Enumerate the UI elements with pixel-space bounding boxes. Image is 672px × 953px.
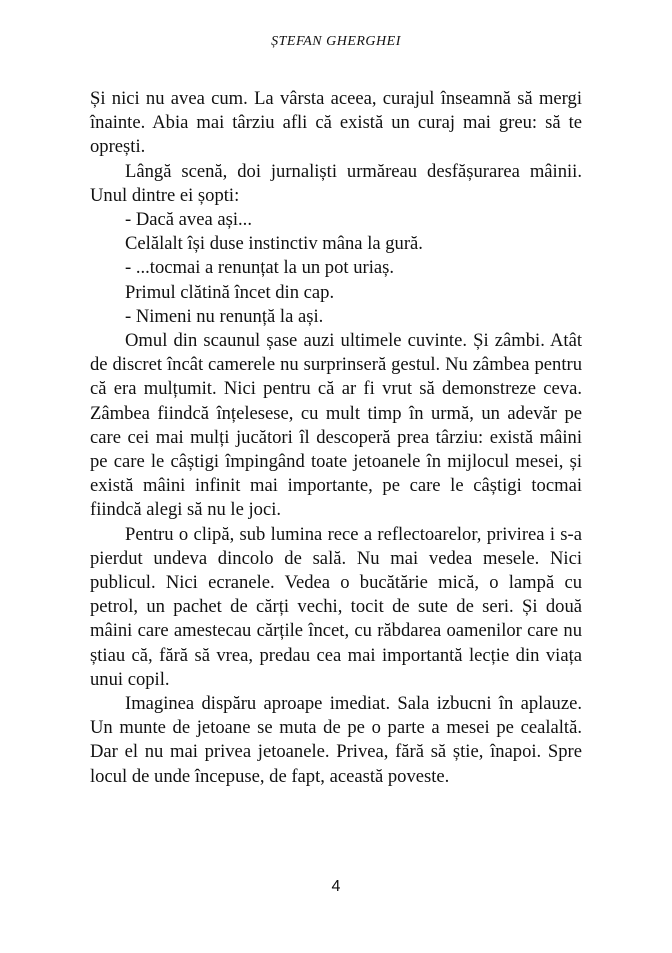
paragraph: Pentru o clipă, sub lumina rece a reflectoarelor, privirea i s-a pierdut undeva dincolo de sală. Nu mai vedea mesele. Nici publicul. Nici ecranele. Vedea o bucătărie mică, o lampă cu petrol, un pachet de cărți vechi, tocit de sute de seri. Și două mâini care amestecau cărțile încet, cu răbdarea oamenilor care nu știau că, fără să vrea, predau cea mai importantă lecție din viața unui copil. bbox=[90, 523, 582, 690]
running-header: ȘTEFAN GHERGHEI bbox=[271, 34, 401, 49]
paragraph: Celălalt își duse instinctiv mâna la gură. bbox=[125, 233, 423, 255]
dialogue-line: - ...tocmai a renunțat la un pot uriaș. bbox=[125, 257, 395, 279]
dialogue-line: - Nimeni nu renunță la ași. bbox=[125, 305, 324, 327]
paragraph: Imaginea dispăru aproape imediat. Sala izbucni în aplauze. Un munte de jetoane se muta de pe o parte a mesei pe cealaltă. Dar el nu mai privea jetoanele. Privea, fără să știe, înapoi. Spre locul de unde începuse, de fapt, această poveste. bbox=[90, 693, 582, 787]
dialogue-line: - Dacă avea ași... bbox=[125, 209, 252, 231]
paragraph: Lângă scenă, doi jurnaliști urmăreau desfășurarea mâinii. Unul dintre ei șopti: bbox=[90, 160, 582, 206]
paragraph: Omul din scaunul șase auzi ultimele cuvinte. Și zâmbi. Atât de discret încât camerele nu surprinseră gestul. Nu zâmbea pentru că era mulțumit. Nici pentru că ar fi vrut să demonstreze ceva. Zâmbea fiindcă înțelesese, cu mult timp în urmă, un adevăr pe care cei mai mulți jucători îl descoperă prea târziu: există mâini pe care le câștigi împingând toate jetoanele în mijlocul mesei, și există mâini infinit mai importante, pe care le câștigi tocmai fiindcă alegi să nu le joci. bbox=[90, 330, 582, 521]
body-text bbox=[90, 87, 582, 789]
paragraph: Primul clătină încet din cap. bbox=[125, 281, 335, 303]
paragraph: Și nici nu avea cum. La vârsta aceea, curajul înseamnă să mergi înainte. Abia mai târziu afli că există un curaj mai greu: să te oprești. bbox=[90, 88, 582, 158]
page-number: 4 bbox=[331, 878, 341, 895]
